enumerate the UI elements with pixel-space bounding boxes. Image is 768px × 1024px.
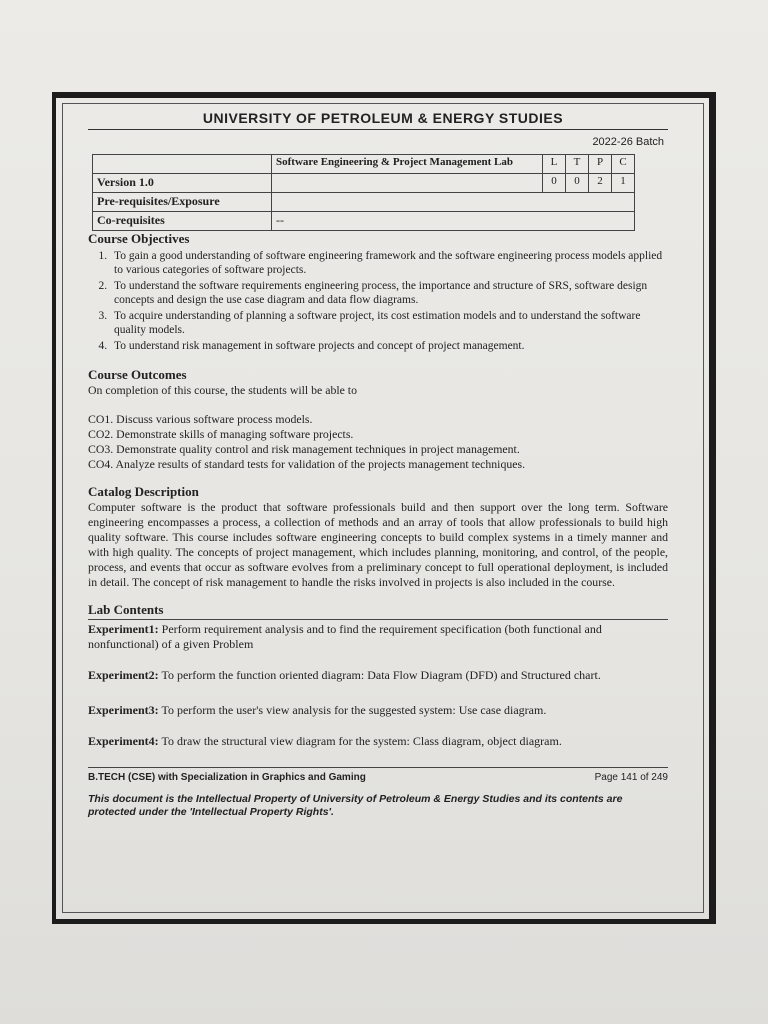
version-label: Version 1.0: [93, 174, 272, 193]
objective-item: 1. To gain a good understanding of software engineering framework and the software engineering process models applied to various categories of software projects.: [110, 249, 668, 277]
prereq-value-cell: [272, 193, 635, 212]
university-title: UNIVERSITY OF PETROLEUM & ENERGY STUDIES: [202, 110, 564, 126]
catalog-text: Computer software is the product that software professionals build and then support over the long term. Software engineering encompasses a process, a collection of methods and an array of tools that allow professionals to build high quality software. This course includes software engineering concepts to build complex systems in a timely manner and with high quality. The concepts of project management, which includes planning, monitoring, and control, of the people, process, and events that occur as software evolves from a preliminary concept to full operational deployment, is included in detail. The concept of risk management to handle the risks involved in projects is also included in the course.: [88, 500, 668, 589]
lab-divider: [88, 619, 668, 620]
outcomes-list: [88, 412, 668, 472]
experiment-item: [88, 622, 668, 652]
objective-item: 4. To understand risk management in software projects and concept of project management.: [110, 339, 668, 353]
ltpc-value-p: 2: [589, 174, 612, 193]
course-info-table: [92, 154, 635, 231]
experiment-text: To perform the function oriented diagram: Data Flow Diagram (DFD) and Structured chart.: [161, 668, 601, 682]
ltpc-value-t: 0: [566, 174, 589, 193]
coreq-value: --: [272, 212, 635, 231]
outcome-item: CO3. Demonstrate quality control and risk management techniques in project management.: [88, 442, 520, 456]
title-divider: [88, 129, 668, 130]
version-value-cell: [272, 174, 543, 193]
objective-item: 3. To acquire understanding of planning a software project, its cost estimation models and to understand the software quality models.: [110, 309, 668, 337]
outcome-item: CO1. Discuss various software process models.: [88, 412, 313, 426]
experiment-label: Experiment2:: [88, 668, 159, 682]
ip-notice: This document is the Intellectual Property of University of Petroleum & Energy Studies and its contents are protected under the 'Intellectual Property Rights'.: [88, 793, 623, 818]
ltpc-value-l: 0: [543, 174, 566, 193]
table-empty-cell: [93, 155, 272, 174]
ltpc-value-c: 1: [612, 174, 635, 193]
ltpc-header-l: L: [543, 155, 566, 174]
ltpc-header-c: C: [612, 155, 635, 174]
page-content: [88, 110, 668, 819]
experiment-item: [88, 734, 668, 749]
outcomes-heading: Course Outcomes: [88, 367, 187, 382]
experiment-label: Experiment3:: [88, 703, 159, 717]
coreq-label: Co-requisites: [93, 212, 272, 231]
ltpc-header-t: T: [566, 155, 589, 174]
page-number: Page 141 of 249: [594, 772, 668, 783]
objectives-list: [88, 249, 668, 353]
experiment-label: Experiment1:: [88, 622, 159, 636]
experiment-item: [88, 668, 668, 683]
lab-heading: Lab Contents: [88, 602, 164, 617]
outcome-item: CO2. Demonstrate skills of managing software projects.: [88, 427, 354, 441]
experiment-text: To perform the user's view analysis for the suggested system: Use case diagram.: [161, 703, 547, 717]
footer: [88, 772, 668, 783]
course-name-cell: Software Engineering & Project Management Lab: [272, 155, 543, 174]
experiment-label: Experiment4:: [88, 734, 159, 748]
experiment-item: [88, 703, 668, 718]
batch-label: 2022-26 Batch: [592, 136, 664, 148]
prereq-label: Pre-requisites/Exposure: [93, 193, 272, 212]
experiment-text: To draw the structural view diagram for the system: Class diagram, object diagram.: [161, 734, 562, 748]
objective-item: 2. To understand the software requirements engineering process, the importance and structure of SRS, software design concepts and design the use case diagram and data flow diagrams.: [110, 279, 668, 307]
objectives-heading: Course Objectives: [88, 231, 190, 246]
footer-divider: [88, 767, 668, 768]
catalog-heading: Catalog Description: [88, 484, 199, 499]
experiment-text: Perform requirement analysis and to find the requirement specification (both functional and nonfunctional) of a given Problem: [88, 622, 602, 651]
program-name: B.TECH (CSE) with Specialization in Graphics and Gaming: [88, 772, 366, 783]
outcomes-intro: On completion of this course, the students will be able to: [88, 383, 357, 397]
ltpc-header-p: P: [589, 155, 612, 174]
outcome-item: CO4. Analyze results of standard tests for validation of the projects management techniques.: [88, 457, 526, 471]
